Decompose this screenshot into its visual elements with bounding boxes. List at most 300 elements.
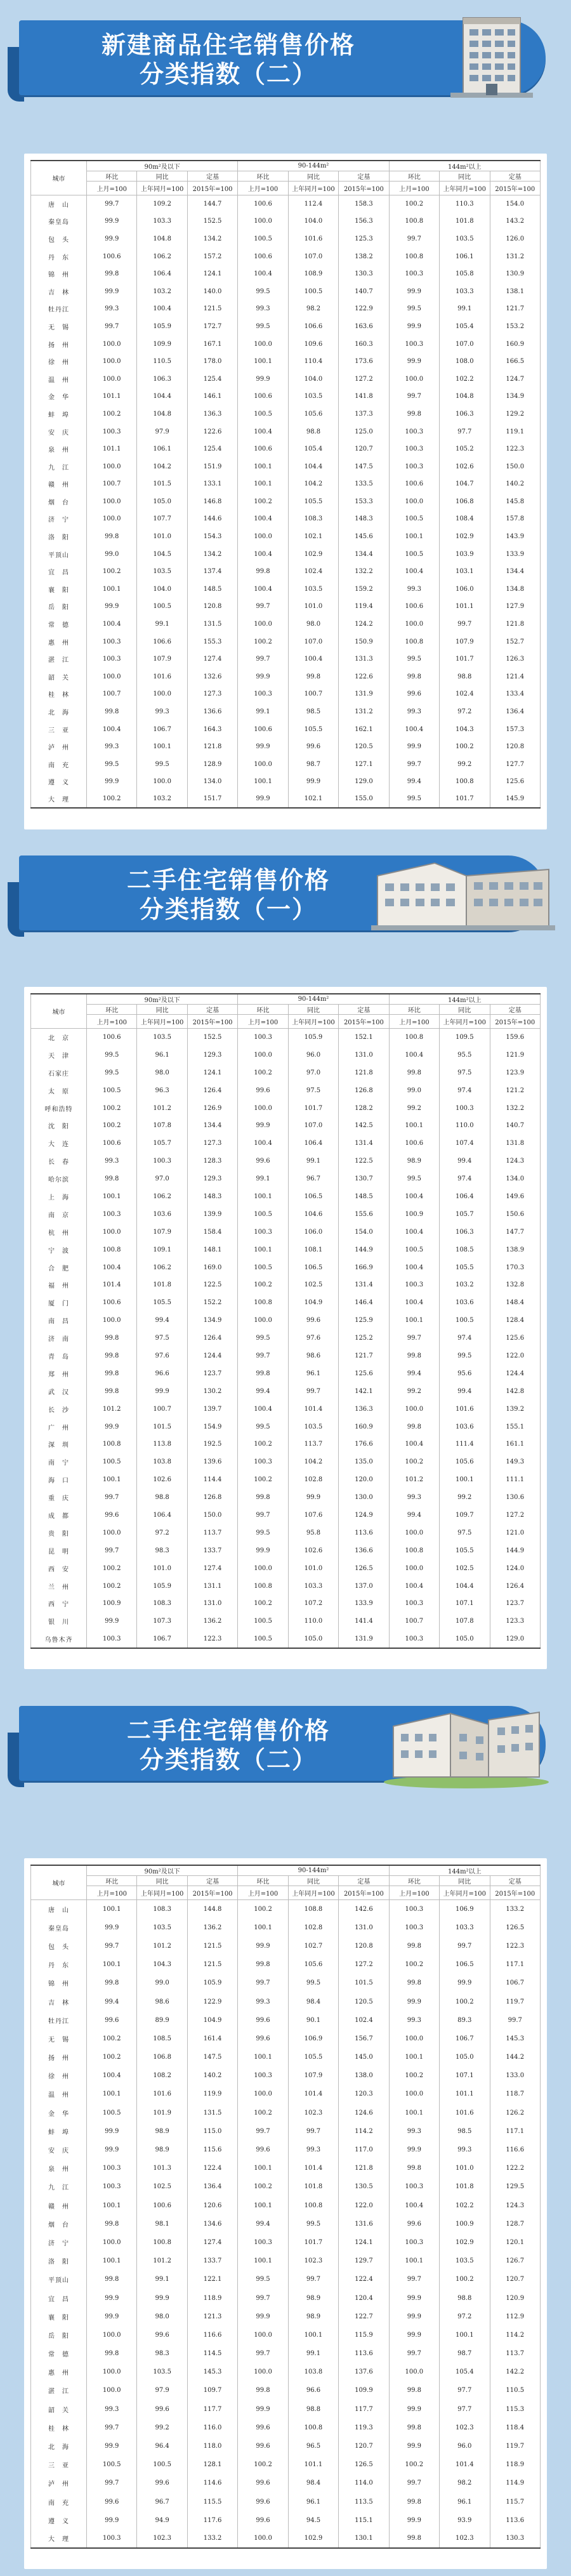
- value-cell: 100.0: [87, 335, 137, 353]
- value-cell: 105.5: [440, 1542, 490, 1559]
- value-cell: 132.8: [490, 1276, 541, 1294]
- value-cell: 100.7: [288, 685, 338, 703]
- value-cell: 100.6: [238, 388, 288, 406]
- value-cell: 99.9: [87, 1919, 137, 1937]
- value-cell: 100.1: [238, 1919, 288, 1937]
- table-row: [31, 563, 541, 581]
- value-cell: 100.2: [238, 1436, 288, 1453]
- table-row: [31, 1400, 541, 1418]
- value-cell: 98.0: [137, 1064, 187, 1081]
- table-row: [31, 1205, 541, 1223]
- value-cell: 99.1: [238, 1170, 288, 1188]
- city-cell: 安 庆: [31, 423, 87, 440]
- value-cell: 124.4: [490, 1364, 541, 1382]
- value-cell: 100.0: [238, 1312, 288, 1330]
- city-cell: 湛 江: [31, 651, 87, 668]
- value-cell: 119.1: [490, 423, 541, 440]
- value-cell: 100.5: [137, 2455, 187, 2474]
- value-cell: 99.9: [87, 282, 137, 300]
- value-cell: 97.5: [137, 1330, 187, 1347]
- value-cell: 99.6: [238, 2030, 288, 2048]
- value-cell: 108.1: [288, 1241, 338, 1258]
- table-row: [31, 2419, 541, 2437]
- header-base: 2015年=100: [339, 1015, 389, 1029]
- value-cell: 99.5: [87, 756, 137, 774]
- value-cell: 99.9: [238, 1542, 288, 1559]
- city-cell: 南 京: [31, 1205, 87, 1223]
- value-cell: 99.7: [440, 1937, 490, 1955]
- value-cell: 120.9: [490, 2289, 541, 2307]
- value-cell: 127.4: [187, 2233, 237, 2252]
- value-cell: 105.4: [440, 2363, 490, 2381]
- value-cell: 102.5: [288, 1276, 338, 1294]
- banner: [0, 9, 571, 104]
- table-row: [31, 2455, 541, 2474]
- value-cell: 98.9: [137, 2122, 187, 2141]
- table-row: [31, 703, 541, 721]
- value-cell: 98.0: [137, 2308, 187, 2326]
- value-cell: 100.0: [87, 1223, 137, 1241]
- value-cell: 99.9: [137, 1382, 187, 1400]
- value-cell: 100.0: [238, 1559, 288, 1577]
- header-sub: 环比: [87, 171, 137, 182]
- header-sub: 同比: [137, 1005, 187, 1015]
- value-cell: 100.1: [87, 1955, 137, 1974]
- value-cell: 118.9: [490, 2455, 541, 2474]
- value-cell: 101.6: [440, 2104, 490, 2122]
- value-cell: 102.1: [288, 528, 338, 546]
- value-cell: 114.9: [490, 2474, 541, 2492]
- value-cell: 99.9: [389, 353, 439, 371]
- table-row: [31, 2177, 541, 2196]
- value-cell: 131.8: [490, 1135, 541, 1153]
- city-cell: 温 州: [31, 370, 87, 388]
- value-cell: 99.7: [87, 2419, 137, 2437]
- value-cell: 113.7: [187, 1524, 237, 1542]
- city-cell: 大 连: [31, 1135, 87, 1153]
- section-new-house-2: [0, 0, 571, 844]
- table-row: [31, 1258, 541, 1276]
- value-cell: 99.6: [238, 2141, 288, 2159]
- value-cell: 131.4: [339, 1135, 389, 1153]
- value-cell: 127.1: [339, 756, 389, 774]
- value-cell: 100.2: [238, 1064, 288, 1081]
- header-sub: 环比: [238, 171, 288, 182]
- value-cell: 100.4: [389, 1577, 439, 1595]
- value-cell: 99.8: [87, 1330, 137, 1347]
- value-cell: 106.5: [288, 1258, 338, 1276]
- value-cell: 100.2: [389, 1955, 439, 1974]
- value-cell: 121.5: [187, 1937, 237, 1955]
- value-cell: 120.8: [187, 598, 237, 616]
- table-row: [31, 1453, 541, 1471]
- value-cell: 100.8: [389, 213, 439, 230]
- value-cell: 100.5: [238, 406, 288, 423]
- value-cell: 100.4: [238, 1400, 288, 1418]
- value-cell: 99.8: [389, 2419, 439, 2437]
- value-cell: 102.4: [440, 685, 490, 703]
- value-cell: 105.0: [440, 1630, 490, 1648]
- value-cell: 100.5: [238, 1613, 288, 1630]
- value-cell: 100.6: [238, 195, 288, 213]
- value-cell: 107.0: [440, 335, 490, 353]
- value-cell: 100.5: [238, 1205, 288, 1223]
- value-cell: 104.5: [137, 545, 187, 563]
- header-base: 2015年=100: [187, 1886, 237, 1900]
- value-cell: 106.2: [137, 1258, 187, 1276]
- value-cell: 150.0: [187, 1507, 237, 1524]
- value-cell: 97.5: [288, 1081, 338, 1099]
- value-cell: 139.9: [187, 1205, 237, 1223]
- city-cell: 海 口: [31, 1471, 87, 1489]
- value-cell: 192.5: [187, 1436, 237, 1453]
- value-cell: 100.2: [238, 1900, 288, 1919]
- city-cell: 北 海: [31, 2437, 87, 2455]
- value-cell: 99.7: [288, 1382, 338, 1400]
- value-cell: 144.6: [187, 510, 237, 528]
- value-cell: 99.6: [238, 2511, 288, 2530]
- value-cell: 100.2: [238, 2455, 288, 2474]
- value-cell: 99.5: [389, 651, 439, 668]
- value-cell: 127.4: [187, 651, 237, 668]
- value-cell: 99.9: [288, 1489, 338, 1507]
- value-cell: 99.8: [389, 406, 439, 423]
- value-cell: 100.3: [87, 1630, 137, 1648]
- value-cell: 132.6: [187, 668, 237, 686]
- value-cell: 107.9: [288, 2066, 338, 2085]
- city-cell: 赣 州: [31, 2196, 87, 2215]
- city-cell: 襄 阳: [31, 2308, 87, 2326]
- value-cell: 145.8: [490, 493, 541, 511]
- value-cell: 100.0: [87, 370, 137, 388]
- value-cell: 100.2: [238, 493, 288, 511]
- header-sub: 定基: [187, 1005, 237, 1015]
- value-cell: 99.7: [87, 1489, 137, 1507]
- city-cell: 三 亚: [31, 2455, 87, 2474]
- value-cell: 104.7: [440, 475, 490, 493]
- value-cell: 105.0: [288, 1630, 338, 1648]
- value-cell: 105.5: [288, 720, 338, 738]
- value-cell: 107.4: [440, 1135, 490, 1153]
- city-cell: 遵 义: [31, 2511, 87, 2530]
- banner: [0, 1694, 571, 1790]
- value-cell: 155.1: [490, 1418, 541, 1436]
- value-cell: 125.6: [339, 1364, 389, 1382]
- value-cell: 99.8: [87, 703, 137, 721]
- city-cell: 金 华: [31, 2104, 87, 2122]
- value-cell: 121.8: [490, 616, 541, 633]
- value-cell: 101.2: [389, 1471, 439, 1489]
- header-base: 2015年=100: [187, 182, 237, 195]
- value-cell: 105.6: [440, 1453, 490, 1471]
- value-cell: 98.6: [137, 1992, 187, 2011]
- value-cell: 106.6: [137, 633, 187, 651]
- value-cell: 99.8: [389, 2493, 439, 2511]
- value-cell: 100.6: [87, 1029, 137, 1047]
- city-cell: 太 原: [31, 1081, 87, 1099]
- city-cell: 贵 阳: [31, 1524, 87, 1542]
- value-cell: 157.2: [187, 248, 237, 265]
- table-row: [31, 1418, 541, 1436]
- city-cell: 襄 阳: [31, 581, 87, 598]
- value-cell: 98.9: [288, 2289, 338, 2307]
- value-cell: 130.6: [490, 1489, 541, 1507]
- value-cell: 98.7: [288, 756, 338, 774]
- value-cell: 100.0: [238, 2363, 288, 2381]
- header-group: 90-144m²: [238, 994, 389, 1005]
- table-row: [31, 2270, 541, 2289]
- city-cell: 合 肥: [31, 1258, 87, 1276]
- value-cell: 122.5: [339, 1153, 389, 1170]
- value-cell: 100.0: [238, 2530, 288, 2548]
- value-cell: 134.6: [187, 2215, 237, 2233]
- value-cell: 118.7: [490, 2085, 541, 2103]
- header-base: 上年同月=100: [440, 1015, 490, 1029]
- value-cell: 100.6: [87, 248, 137, 265]
- table-row: [31, 2308, 541, 2326]
- value-cell: 97.9: [137, 2381, 187, 2400]
- value-cell: 150.0: [490, 458, 541, 475]
- value-cell: 97.7: [440, 2400, 490, 2419]
- table-row: [31, 440, 541, 458]
- value-cell: 113.7: [288, 1436, 338, 1453]
- city-cell: 扬 州: [31, 2048, 87, 2066]
- value-cell: 113.5: [339, 2493, 389, 2511]
- value-cell: 101.1: [288, 2455, 338, 2474]
- value-cell: 99.6: [288, 1312, 338, 1330]
- value-cell: 113.6: [339, 2344, 389, 2363]
- value-cell: 100.5: [137, 598, 187, 616]
- value-cell: 148.4: [490, 1294, 541, 1312]
- value-cell: 98.4: [288, 2474, 338, 2492]
- value-cell: 104.4: [137, 388, 187, 406]
- value-cell: 115.5: [187, 2493, 237, 2511]
- value-cell: 100.1: [87, 2196, 137, 2215]
- value-cell: 97.4: [440, 1330, 490, 1347]
- value-cell: 100.6: [389, 598, 439, 616]
- header-sub: 定基: [490, 1876, 541, 1886]
- value-cell: 152.5: [187, 1029, 237, 1047]
- table-row: [31, 1937, 541, 1955]
- value-cell: 100.0: [87, 353, 137, 371]
- value-cell: 100.6: [137, 2196, 187, 2215]
- value-cell: 104.4: [440, 1577, 490, 1595]
- value-cell: 105.6: [288, 406, 338, 423]
- value-cell: 105.0: [440, 2048, 490, 2066]
- city-cell: 呼和浩特: [31, 1099, 87, 1117]
- value-cell: 100.1: [238, 1241, 288, 1258]
- value-cell: 100.3: [389, 2233, 439, 2252]
- value-cell: 100.3: [87, 423, 137, 440]
- value-cell: 100.0: [87, 2233, 137, 2252]
- value-cell: 115.7: [490, 2493, 541, 2511]
- value-cell: 96.4: [137, 2437, 187, 2455]
- value-cell: 100.3: [87, 2177, 137, 2196]
- value-cell: 99.8: [238, 1955, 288, 1974]
- table-row: [31, 1276, 541, 1294]
- value-cell: 100.9: [389, 1205, 439, 1223]
- table-row: [31, 475, 541, 493]
- value-cell: 108.5: [137, 2030, 187, 2048]
- value-cell: 96.6: [288, 2381, 338, 2400]
- value-cell: 103.2: [440, 1276, 490, 1294]
- value-cell: 97.2: [440, 703, 490, 721]
- value-cell: 134.0: [490, 1170, 541, 1188]
- value-cell: 99.6: [238, 2493, 288, 2511]
- table-row: [31, 300, 541, 318]
- value-cell: 100.0: [137, 773, 187, 791]
- value-cell: 100.2: [87, 2030, 137, 2048]
- value-cell: 126.2: [490, 2104, 541, 2122]
- value-cell: 121.8: [187, 738, 237, 756]
- value-cell: 124.6: [339, 2104, 389, 2122]
- value-cell: 105.8: [440, 265, 490, 283]
- header-sub: 同比: [440, 1876, 490, 1886]
- table-row: [31, 2474, 541, 2492]
- value-cell: 126.9: [187, 1099, 237, 1117]
- value-cell: 132.2: [339, 563, 389, 581]
- value-cell: 99.6: [137, 2400, 187, 2419]
- value-cell: 138.1: [490, 282, 541, 300]
- value-cell: 96.3: [137, 1081, 187, 1099]
- value-cell: 106.5: [288, 1188, 338, 1206]
- value-cell: 100.8: [288, 2419, 338, 2437]
- value-cell: 102.8: [288, 1471, 338, 1489]
- value-cell: 99.3: [238, 300, 288, 318]
- value-cell: 96.0: [440, 2437, 490, 2455]
- value-cell: 108.0: [440, 353, 490, 371]
- value-cell: 99.8: [238, 1489, 288, 1507]
- value-cell: 100.6: [238, 248, 288, 265]
- value-cell: 100.1: [87, 581, 137, 598]
- city-cell: 西 宁: [31, 1595, 87, 1613]
- value-cell: 102.3: [440, 2530, 490, 2548]
- value-cell: 109.1: [137, 1241, 187, 1258]
- value-cell: 100.8: [238, 1577, 288, 1595]
- value-cell: 116.0: [187, 2419, 237, 2437]
- value-cell: 97.4: [440, 1081, 490, 1099]
- value-cell: 120.7: [339, 2437, 389, 2455]
- value-cell: 162.1: [339, 720, 389, 738]
- value-cell: 109.7: [440, 1507, 490, 1524]
- value-cell: 121.5: [187, 1955, 237, 1974]
- city-cell: 温 州: [31, 2085, 87, 2103]
- value-cell: 100.1: [238, 1188, 288, 1206]
- header-sub: 环比: [389, 171, 439, 182]
- header-sub: 环比: [238, 1005, 288, 1015]
- building-illustration-icon: [444, 11, 539, 100]
- value-cell: 102.2: [440, 370, 490, 388]
- value-cell: 100.6: [238, 440, 288, 458]
- value-cell: 120.4: [339, 2289, 389, 2307]
- table-row: [31, 282, 541, 300]
- value-cell: 107.2: [288, 1595, 338, 1613]
- value-cell: 105.9: [137, 1577, 187, 1595]
- value-cell: 104.3: [137, 1955, 187, 1974]
- value-cell: 120.3: [339, 2085, 389, 2103]
- value-cell: 102.3: [288, 2252, 338, 2270]
- city-cell: 洛 阳: [31, 528, 87, 546]
- value-cell: 99.7: [87, 195, 137, 213]
- value-cell: 103.8: [137, 1453, 187, 1471]
- value-cell: 99.7: [238, 2289, 288, 2307]
- table-row: [31, 248, 541, 265]
- value-cell: 99.2: [440, 1489, 490, 1507]
- value-cell: 116.6: [187, 2326, 237, 2344]
- value-cell: 128.2: [339, 1099, 389, 1117]
- value-cell: 122.6: [339, 668, 389, 686]
- value-cell: 99.9: [440, 1974, 490, 1992]
- value-cell: 149.6: [490, 1188, 541, 1206]
- value-cell: 121.2: [490, 1081, 541, 1099]
- value-cell: 100.6: [87, 1135, 137, 1153]
- value-cell: 99.0: [137, 1974, 187, 1992]
- value-cell: 99.9: [238, 1117, 288, 1135]
- city-cell: 安 庆: [31, 2141, 87, 2159]
- value-cell: 99.9: [389, 282, 439, 300]
- value-cell: 100.1: [87, 2085, 137, 2103]
- value-cell: 99.5: [440, 1347, 490, 1365]
- value-cell: 100.1: [87, 1471, 137, 1489]
- value-cell: 100.4: [137, 300, 187, 318]
- value-cell: 99.8: [87, 1364, 137, 1382]
- value-cell: 105.9: [137, 318, 187, 336]
- value-cell: 127.9: [490, 598, 541, 616]
- table-card: [24, 1858, 547, 2569]
- value-cell: 97.7: [440, 2381, 490, 2400]
- table-row: [31, 265, 541, 283]
- value-cell: 98.8: [288, 423, 338, 440]
- value-cell: 154.3: [187, 528, 237, 546]
- value-cell: 110.0: [288, 1613, 338, 1630]
- value-cell: 106.0: [440, 581, 490, 598]
- header-base: 上月=100: [87, 1886, 137, 1900]
- table-row: [31, 2030, 541, 2048]
- header-sub: 环比: [87, 1005, 137, 1015]
- value-cell: 105.5: [440, 1258, 490, 1276]
- city-cell: 武 汉: [31, 1382, 87, 1400]
- value-cell: 101.1: [87, 440, 137, 458]
- value-cell: 134.9: [490, 388, 541, 406]
- value-cell: 102.4: [288, 563, 338, 581]
- value-cell: 102.2: [440, 2196, 490, 2215]
- value-cell: 103.5: [440, 2252, 490, 2270]
- value-cell: 104.0: [288, 213, 338, 230]
- value-cell: 99.8: [87, 1347, 137, 1365]
- value-cell: 134.9: [187, 1312, 237, 1330]
- value-cell: 100.4: [87, 616, 137, 633]
- value-cell: 100.1: [238, 2048, 288, 2066]
- value-cell: 105.7: [440, 1205, 490, 1223]
- value-cell: 124.3: [490, 2196, 541, 2215]
- table-row: [31, 423, 541, 440]
- header-city: 城市: [31, 1865, 87, 1900]
- city-cell: 桂 林: [31, 2419, 87, 2437]
- value-cell: 99.3: [389, 581, 439, 598]
- value-cell: 131.9: [339, 1630, 389, 1648]
- city-cell: 湛 江: [31, 2381, 87, 2400]
- value-cell: 156.7: [339, 2030, 389, 2048]
- value-cell: 99.6: [238, 2474, 288, 2492]
- value-cell: 148.3: [339, 510, 389, 528]
- header-city: 城市: [31, 161, 87, 195]
- value-cell: 124.4: [187, 1347, 237, 1365]
- value-cell: 110.0: [440, 1117, 490, 1135]
- value-cell: 100.0: [389, 370, 439, 388]
- value-cell: 105.0: [137, 493, 187, 511]
- value-cell: 99.3: [389, 703, 439, 721]
- value-cell: 127.3: [187, 685, 237, 703]
